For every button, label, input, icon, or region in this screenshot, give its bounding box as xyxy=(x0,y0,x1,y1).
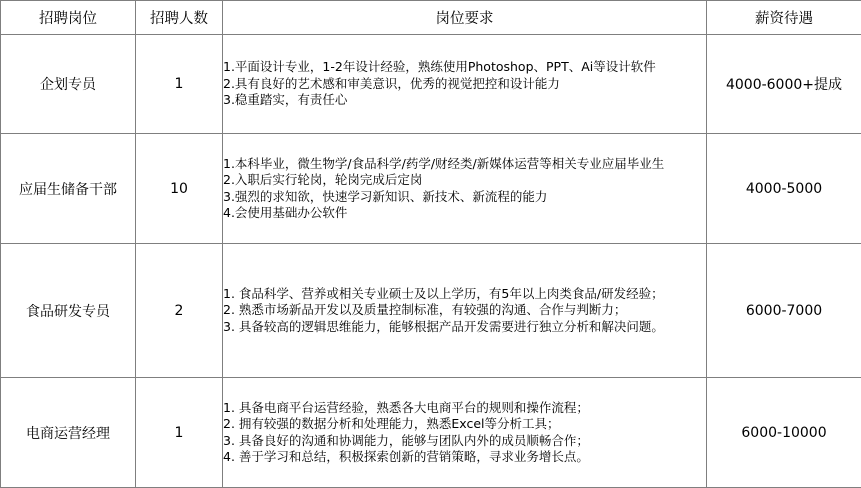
position-cell: 电商运营经理 xyxy=(1,378,136,488)
requirement-line: 2.入职后实行轮岗，轮岗完成后定岗 xyxy=(223,172,423,187)
requirement-line: 4. 善于学习和总结，积极探索创新的营销策略，寻求业务增长点。 xyxy=(223,449,589,464)
position-cell: 食品研发专员 xyxy=(1,244,136,378)
header-position: 招聘岗位 xyxy=(1,1,136,35)
count-cell: 1 xyxy=(136,378,223,488)
requirement-line: 1. 食品科学、营养或相关专业硕士及以上学历，有5年以上肉类食品/研发经验； xyxy=(223,285,664,301)
salary-cell: 6000-7000 xyxy=(707,244,861,378)
position-cell: 应届生储备干部 xyxy=(1,134,136,244)
header-requirements: 岗位要求 xyxy=(223,1,707,35)
requirement-line: 2.具有良好的艺术感和审美意识，优秀的视觉把控和设计能力 xyxy=(223,75,560,91)
requirements-cell xyxy=(223,244,707,378)
requirements-cell xyxy=(223,378,707,488)
requirement-line: 1.平面设计专业，1-2年设计经验，熟练使用Photoshop、PPT、Ai等设计软件 xyxy=(223,59,656,75)
count-cell: 1 xyxy=(136,35,223,134)
salary-cell: 6000-10000 xyxy=(707,378,861,488)
table-row xyxy=(1,244,861,378)
requirement-line: 4.会使用基础办公软件 xyxy=(223,205,348,220)
requirement-line: 1. 具备电商平台运营经验，熟悉各大电商平台的规则和操作流程； xyxy=(223,399,589,415)
count-cell: 10 xyxy=(136,134,223,244)
header-salary: 薪资待遇 xyxy=(707,1,861,35)
requirement-line: 1.本科毕业，微生物学/食品科学/药学/财经类/新媒体运营等相关专业应届毕业生 xyxy=(223,155,665,171)
requirement-line: 3. 具备良好的沟通和协调能力，能够与团队内外的成员顺畅合作； xyxy=(223,432,589,448)
position-cell: 企划专员 xyxy=(1,35,136,134)
requirement-line: 3. 具备较高的逻辑思维能力，能够根据产品开发需要进行独立分析和解决问题。 xyxy=(223,318,664,334)
requirements-cell xyxy=(223,134,707,244)
count-cell: 2 xyxy=(136,244,223,378)
requirement-line: 2. 熟悉市场新品开发以及质量控制标准，有较强的沟通、合作与判断力； xyxy=(223,302,627,318)
table-row xyxy=(1,134,861,244)
header-row xyxy=(1,1,861,35)
requirement-line: 3.稳重踏实，有责任心 xyxy=(223,92,348,108)
requirements-cell xyxy=(223,35,707,134)
salary-cell: 4000-6000+提成 xyxy=(707,35,861,134)
table-row xyxy=(1,35,861,134)
header-count: 招聘人数 xyxy=(136,1,223,35)
requirement-line: 2. 拥有较强的数据分析和处理能力，熟悉Excel等分析工具； xyxy=(223,416,560,431)
table-row xyxy=(1,378,861,488)
salary-cell: 4000-5000 xyxy=(707,134,861,244)
requirement-line: 3.强烈的求知欲，快速学习新知识、新技术、新流程的能力 xyxy=(223,188,548,204)
